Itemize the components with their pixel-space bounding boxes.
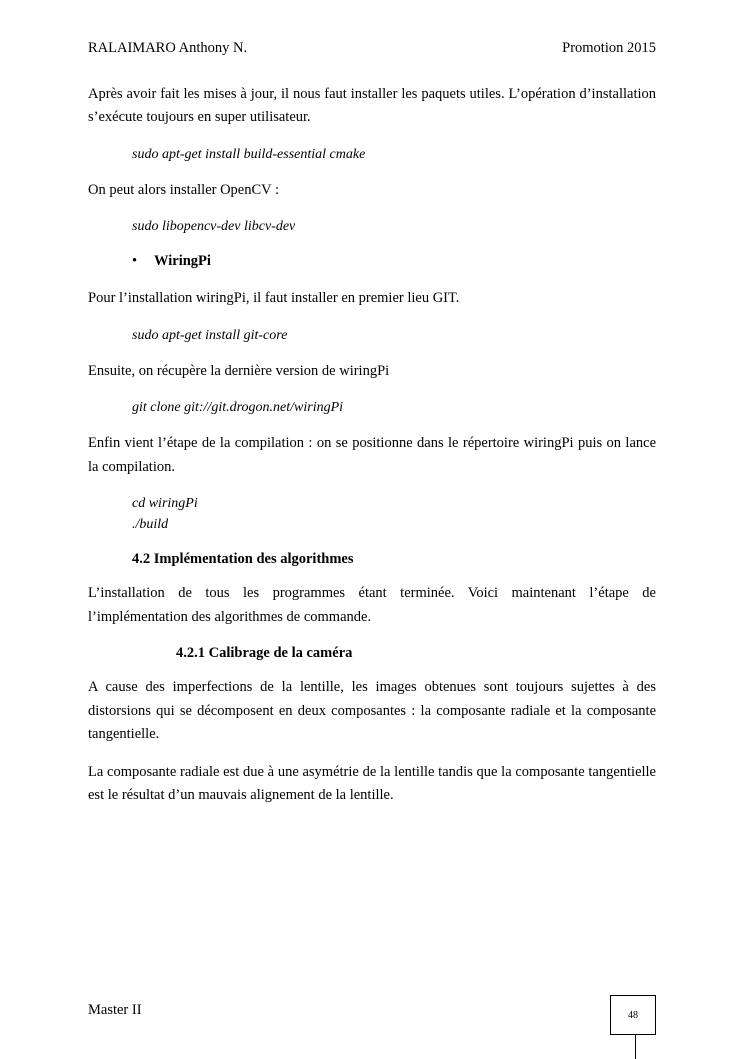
code-git-clone-wiringpi: git clone git://git.drogon.net/wiringPi [132,400,344,416]
code-block-build [132,493,656,535]
section-heading-4-2: 4.2 Implémentation des algorithmes [132,551,354,568]
code-install-opencv: sudo libopencv-dev libcv-dev [132,219,296,235]
code-cd-wiringpi: cd wiringPi [132,496,198,512]
list-item-wiringpi [132,251,656,273]
paragraph-distortion: A cause des imperfections de la lentille, les images obtenues sont toujours sujettes à des distorsions qui se décomposent en deux composantes : la composante radiale et la composante tangentielle. [88,679,656,743]
code-install-git-core: sudo apt-get install git-core [132,327,288,343]
bullet-icon: • [132,253,138,270]
paragraph-opencv-intro: On peut alors installer OpenCV : [88,181,280,198]
paragraph-wiringpi-version: Ensuite, on récupère la dernière version de wiringPi [88,362,390,379]
section-heading-4-2-1: 4.2.1 Calibrage de la caméra [176,645,353,662]
paragraph-wiringpi-git: Pour l’installation wiringPi, il faut installer en premier lieu GIT. [88,290,460,307]
page-number-tail-line [635,1035,636,1059]
paragraph-implementation-intro: L’installation de tous les programmes étant terminée. Voici maintenant l’étape de l’implémentation des algorithmes de commande. [88,585,656,625]
list-item-label: WiringPi [154,253,211,270]
paragraph-compilation: Enfin vient l’étape de la compilation : on se positionne dans le répertoire wiringPi puis on lance la compilation. [88,435,656,475]
header-promotion: Promotion 2015 [562,40,656,56]
code-build: ./build [132,517,169,533]
page-number: 48 [610,995,656,1035]
paragraph-update-intro: Après avoir fait les mises à jour, il nous faut installer les paquets utiles. L’opération d’installation s’exécute toujours en super utilisateur. [88,86,656,126]
running-header [88,40,656,57]
code-install-build-essential: sudo apt-get install build-essential cmake [132,146,366,162]
page-content [88,40,656,822]
footer-master-label: Master II [88,1002,142,1018]
header-author: RALAIMARO Anthony N. [88,40,248,56]
paragraph-radial-tangential: La composante radiale est due à une asymétrie de la lentille tandis que la composante tangentielle est le résultat d’un mauvais alignement de la lentille. [88,763,656,804]
